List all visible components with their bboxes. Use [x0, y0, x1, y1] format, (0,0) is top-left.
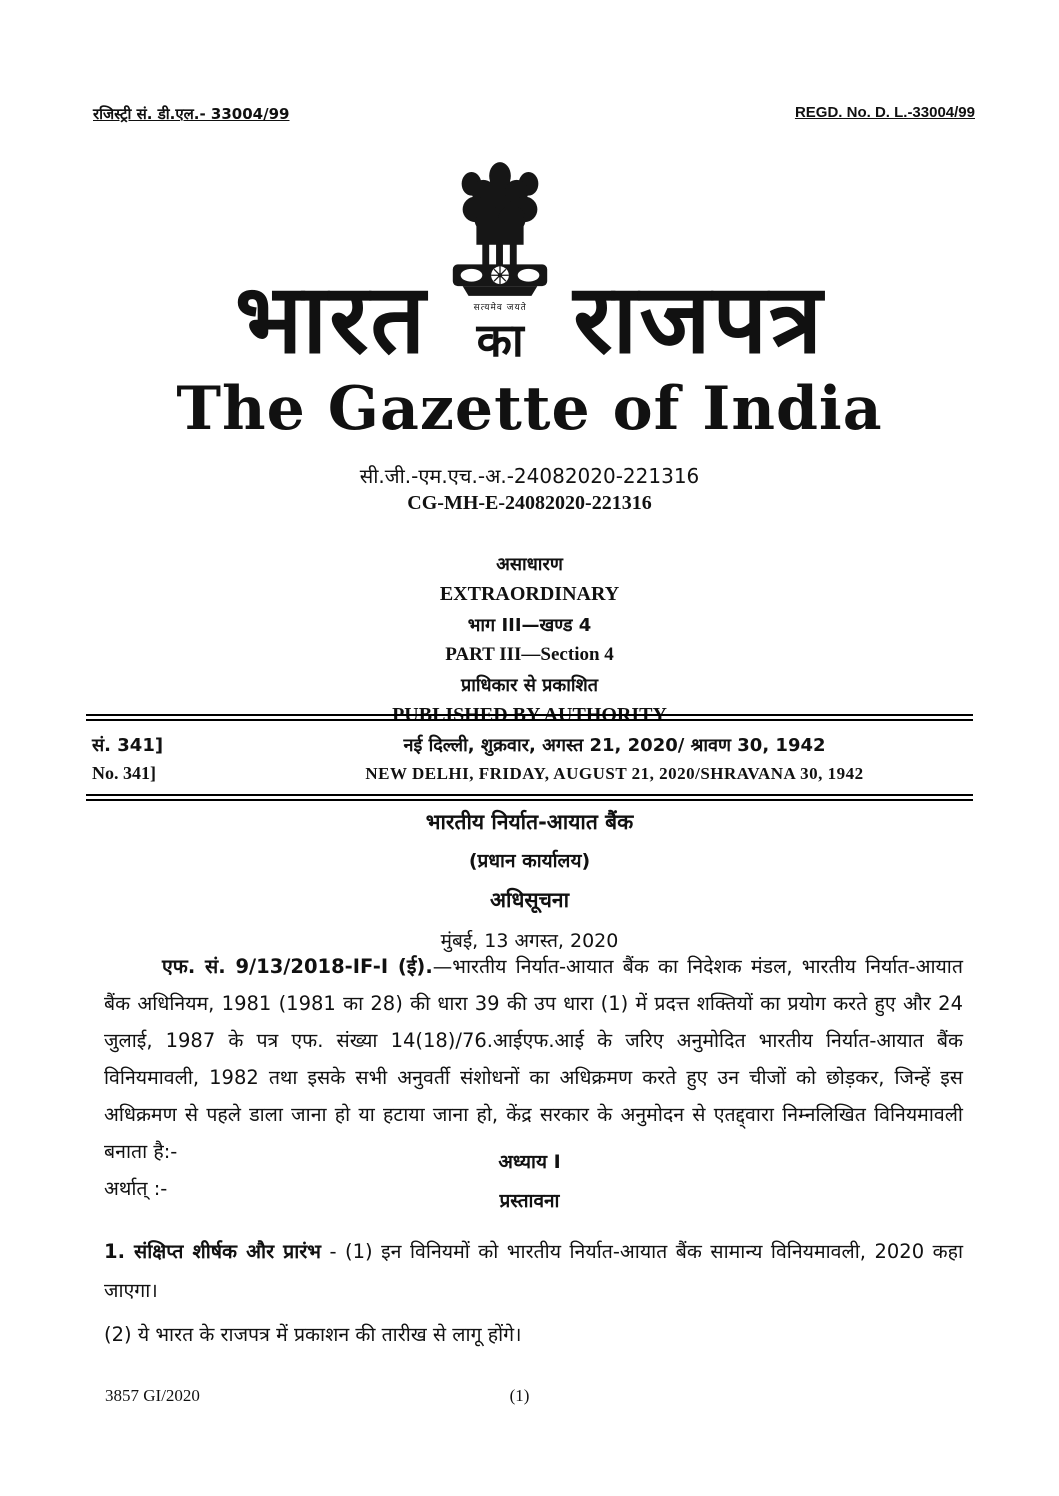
chapter-subtitle: प्रस्तावना: [499, 1190, 560, 1212]
issue-band: [86, 714, 973, 801]
registration-number-english: REGD. No. D. L.-33004/99: [794, 104, 975, 121]
chapter-heading: [0, 1148, 1059, 1213]
masthead-title-ka: का: [476, 313, 524, 367]
masthead-title-rajpatra: राजपत्र: [573, 262, 825, 375]
emblem-motto: सत्यमेव जयते: [473, 303, 527, 313]
clause-1: [104, 1232, 963, 1310]
clause-1-text: - (1) इन विनियमों को भारतीय निर्यात-आयात बैंक सामान्य विनियमावली, 2020 कहा जाएगा।: [104, 1240, 963, 1302]
masthead: [0, 160, 1059, 442]
extraordinary-hindi: असाधारण: [496, 554, 563, 575]
paragraph-text: —भारतीय निर्यात-आयात बैंक का निदेशक मंडल, भारतीय निर्यात-आयात बैंक अधिनियम, 1981 (1981 का 28) की धारा 39 की उप धारा (1) में प्रदत्त शक्तियों का प्रयोग करते हुए और 24 जुलाई, 1987 के पत्र एफ. संख्या 14(18)/76.आईएफ.आई के जरिए अनुमोदित भारतीय निर्यात-आयात बैंक विनियमावली, 1982 तथा इसके सभी अनुवर्ती संशोधनों का अधिक्रमण करते हुए उन चीजों को छोड़कर, जिन्हें इस अधिक्रमण से पहले डाला जाना हो या हटाया जाना हो, केंद्र सरकार के अनुमोदन से एतद्द्वारा निम्नलिखित विनियमावली बनाता है:-: [104, 955, 963, 1163]
part-section-hindi: भाग III—खण्ड 4: [467, 615, 592, 636]
page-number: (1): [509, 1386, 530, 1405]
issue-number-english: No. 341]: [92, 763, 156, 783]
file-number-lead: एफ. सं. 9/13/2018-IF-I (ई).: [162, 955, 433, 978]
main-paragraph: [104, 948, 963, 1170]
arthat-line: अर्थात् :-: [104, 1177, 168, 1200]
issue-row-english: [92, 763, 967, 784]
notification-header: [0, 808, 1059, 953]
issue-date-english: NEW DELHI, FRIDAY, AUGUST 21, 2020/SHRAVANA 30, 1942: [365, 764, 864, 783]
issue-date-hindi: नई दिल्ली, शुक्रवार, अगस्त 21, 2020/ श्रावण 30, 1942: [403, 735, 826, 756]
organization-name: भारतीय निर्यात-आयात बैंक: [425, 810, 634, 834]
part-section-english: PART III—Section 4: [445, 644, 614, 665]
clause-2: (2) ये भारत के राजपत्र में प्रकाशन की तारीख से लागू होंगे।: [104, 1323, 522, 1346]
top-double-rule: [86, 714, 973, 721]
gazette-id-hindi: सी.जी.-एम.एच.-अ.-24082020-221316: [359, 464, 700, 488]
page-footer: [0, 1386, 1059, 1410]
print-code: 3857 GI/2020: [105, 1386, 200, 1405]
registration-number-hindi: रजिस्ट्री सं. डी.एल.- 33004/99: [93, 105, 290, 123]
authority-english: PUBLISHED BY AUTHORITY: [392, 704, 667, 726]
extraordinary-block: [0, 552, 1059, 734]
masthead-title-bharat: भारत: [234, 262, 428, 375]
issue-rows: [86, 721, 973, 794]
masthead-title-row: [0, 160, 1059, 375]
emblem-column: [441, 160, 559, 366]
issue-number-hindi: सं. 341]: [92, 735, 164, 756]
chapter-title: अध्याय I: [498, 1151, 561, 1173]
registration-row: [93, 104, 975, 124]
place-and-date: मुंबई, 13 अगस्त, 2020: [440, 930, 619, 952]
notification-type: अधिसूचना: [489, 888, 570, 912]
clause-1-lead: 1. संक्षिप्त शीर्षक और प्रारंभ: [104, 1240, 321, 1263]
ashoka-emblem-icon: [441, 160, 559, 302]
gazette-id-english: CG-MH-E-24082020-221316: [407, 492, 652, 514]
issue-row-hindi: [92, 733, 967, 757]
gazette-id-block: [0, 462, 1059, 516]
authority-hindi: प्राधिकार से प्रकाशित: [460, 675, 599, 696]
bottom-double-rule: [86, 794, 973, 801]
office-name: (प्रधान कार्यालय): [468, 850, 591, 872]
masthead-title-english: The Gazette of India: [176, 373, 883, 444]
extraordinary-english: EXTRAORDINARY: [439, 583, 620, 605]
